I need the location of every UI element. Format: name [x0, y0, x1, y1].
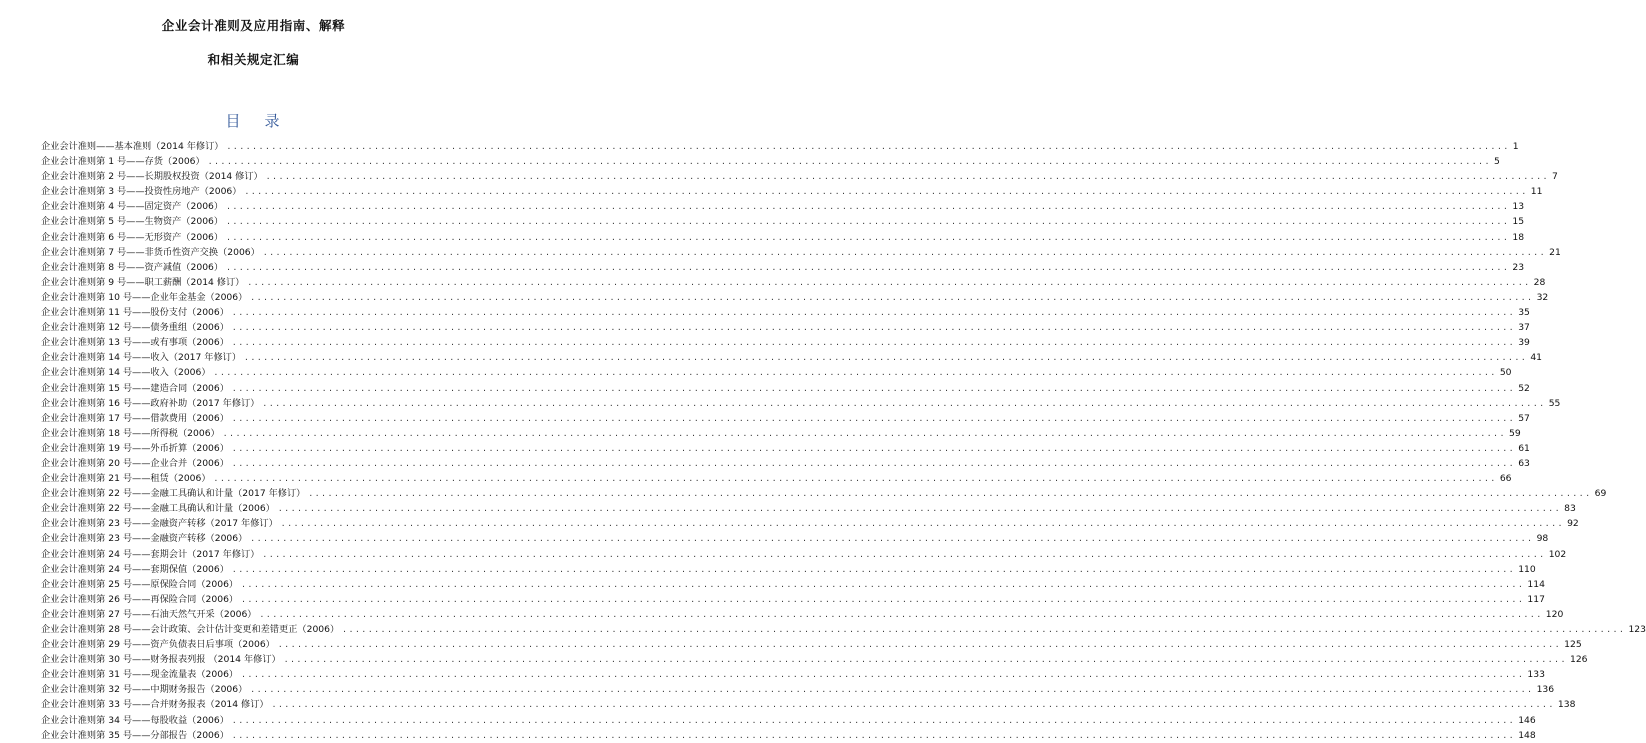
toc-entry-title: 企业会计准则第 19 号——外币折算（2006）	[41, 442, 229, 454]
toc-leader-dots: ........................................................................................................................................................................................................	[231, 730, 1516, 740]
toc-leader-dots: ........................................................................................................................................................................................................	[241, 579, 1525, 589]
toc-entry-page-number: 15	[1512, 216, 1525, 228]
toc-entry[interactable]	[41, 275, 1546, 290]
toc-entry[interactable]	[41, 456, 1530, 471]
toc-entry-page-number: 110	[1518, 563, 1536, 575]
toc-entry[interactable]	[41, 184, 1543, 199]
toc-entry-title: 企业会计准则第 31 号——现金流量表（2006）	[41, 669, 239, 681]
toc-entry-page-number: 57	[1518, 412, 1530, 424]
toc-leader-dots: ........................................................................................................................................................................................................	[342, 625, 1626, 634]
toc-entry-page-number: 61	[1518, 442, 1530, 454]
toc-entry[interactable]	[41, 652, 1588, 667]
toc-entry-title: 企业会计准则第 24 号——套期会计（2017 年修订）	[41, 548, 260, 560]
toc-entry[interactable]	[41, 592, 1545, 607]
toc-entry-page-number: 52	[1518, 382, 1530, 394]
toc-leader-dots: ........................................................................................................................................................................................................	[262, 247, 1547, 257]
toc-entry[interactable]	[41, 305, 1530, 320]
toc-entry-title: 企业会计准则第 24 号——套期保值（2006）	[41, 563, 229, 575]
toc-leader-dots: ........................................................................................................................................................................................................	[231, 443, 1516, 453]
toc-entry-page-number: 114	[1527, 578, 1545, 590]
toc-entry-title: 企业会计准则第 6 号——无形资产（2006）	[41, 231, 224, 243]
toc-leader-dots: ........................................................................................................................................................................................................	[262, 549, 1546, 559]
toc-leader-dots: ........................................................................................................................................................................................................	[213, 368, 1497, 378]
toc-entry-title: 企业会计准则第 4 号——固定资产（2006）	[41, 201, 224, 213]
toc-entry-page-number: 92	[1567, 518, 1579, 530]
toc-leader-dots: ........................................................................................................................................................................................................	[231, 715, 1516, 725]
toc-entry-page-number: 138	[1557, 699, 1576, 711]
toc-entry-page-number: 66	[1499, 473, 1512, 485]
toc-entry-page-number: 55	[1548, 397, 1561, 409]
toc-entry[interactable]	[41, 154, 1500, 169]
toc-entry-title: 企业会计准则第 34 号——每股收益（2006）	[41, 714, 229, 726]
toc-entry[interactable]	[41, 290, 1549, 305]
toc-entry-title: 企业会计准则第 28 号——会计政策、会计估计变更和差错更正（2006）	[41, 624, 340, 635]
toc-entry-title: 企业会计准则第 21 号——租赁（2006）	[41, 473, 211, 485]
toc-leader-dots: ........................................................................................................................................................................................................	[231, 338, 1516, 348]
toc-entry[interactable]	[41, 214, 1525, 229]
toc-entry[interactable]	[41, 260, 1525, 275]
toc-leader-dots: ........................................................................................................................................................................................................	[231, 413, 1516, 423]
toc-entry[interactable]	[41, 350, 1543, 365]
toc-entry-title: 企业会计准则第 20 号——企业合并（2006）	[41, 457, 229, 469]
toc-leader-dots: ........................................................................................................................................................................................................	[231, 383, 1516, 393]
toc-heading-right: 录	[264, 112, 282, 130]
toc-entry-title: 企业会计准则第 5 号——生物资产（2006）	[41, 216, 224, 228]
toc-leader-dots: ........................................................................................................................................................................................................	[231, 458, 1516, 468]
toc-leader-dots: ........................................................................................................................................................................................................	[241, 594, 1525, 604]
toc-leader-dots: ........................................................................................................................................................................................................	[271, 700, 1555, 710]
toc-leader-dots: ........................................................................................................................................................................................................	[247, 277, 1531, 287]
toc-leader-dots: ........................................................................................................................................................................................................	[250, 292, 1534, 302]
toc-entry-page-number: 102	[1548, 548, 1567, 560]
toc-entry-page-number: 83	[1564, 503, 1576, 515]
toc-entry[interactable]	[41, 516, 1579, 531]
toc-entry-title: 企业会计准则第 30 号——财务报表列报 （2014 年修订）	[41, 654, 281, 666]
toc-leader-dots: ........................................................................................................................................................................................................	[265, 172, 1550, 182]
toc-leader-dots: ........................................................................................................................................................................................................	[259, 609, 1543, 619]
toc-entry[interactable]	[41, 411, 1530, 426]
toc-entry-page-number: 13	[1512, 201, 1525, 213]
toc-entry-page-number: 50	[1499, 367, 1512, 379]
toc-entry-page-number: 21	[1549, 246, 1561, 258]
toc-entry[interactable]	[41, 396, 1561, 411]
toc-entry[interactable]	[41, 139, 1519, 154]
toc-entry-page-number: 63	[1518, 457, 1530, 469]
toc-entry[interactable]	[41, 562, 1536, 577]
toc-entry-page-number: 59	[1509, 427, 1521, 439]
toc-entry-title: 企业会计准则第 33 号——合并财务报表（2014 修订）	[41, 699, 269, 711]
toc-entry-title: 企业会计准则第 22 号——金融工具确认和计量（2006）	[41, 503, 275, 515]
toc-entry[interactable]	[41, 199, 1525, 214]
toc-entry[interactable]	[41, 169, 1558, 184]
toc-entry[interactable]	[41, 667, 1545, 682]
toc-entry-page-number: 11	[1530, 186, 1543, 198]
toc-entry-page-number: 37	[1518, 322, 1530, 334]
toc-entry[interactable]	[41, 381, 1530, 396]
toc-entry-title: 企业会计准则第 23 号——金融资产转移（2017 年修订）	[41, 518, 278, 530]
toc-entry-page-number: 146	[1518, 714, 1536, 726]
toc-leader-dots: ........................................................................................................................................................................................................	[244, 187, 1528, 197]
toc-entry-page-number: 117	[1527, 593, 1545, 605]
toc-leader-dots: ........................................................................................................................................................................................................	[222, 428, 1507, 438]
toc-heading	[0, 110, 507, 131]
toc-entry[interactable]	[41, 335, 1530, 350]
toc-leader-dots: ........................................................................................................................................................................................................	[231, 323, 1516, 333]
toc-entry-title: 企业会计准则第 7 号——非货币性资产交换（2006）	[41, 246, 260, 258]
toc-leader-dots: ........................................................................................................................................................................................................	[226, 262, 1510, 272]
toc-entry[interactable]	[41, 682, 1555, 697]
toc-entry[interactable]	[41, 441, 1530, 456]
toc-entry-title: 企业会计准则第 3 号——投资性房地产（2006）	[41, 186, 242, 198]
toc-entry-page-number: 133	[1527, 669, 1545, 681]
toc-leader-dots: ........................................................................................................................................................................................................	[226, 217, 1510, 227]
toc-leader-dots: ........................................................................................................................................................................................................	[226, 142, 1510, 151]
toc-leader-dots: ........................................................................................................................................................................................................	[262, 398, 1546, 408]
toc-entry-page-number: 41	[1530, 352, 1543, 364]
toc-list	[41, 139, 1646, 743]
toc-entry[interactable]	[41, 426, 1521, 441]
toc-entry-title: 企业会计准则——基本准则（2014 年修订）	[41, 141, 224, 152]
toc-entry[interactable]	[41, 531, 1549, 546]
toc-entry-title: 企业会计准则第 23 号——金融资产转移（2006）	[41, 533, 248, 545]
toc-leader-dots: ........................................................................................................................................................................................................	[250, 685, 1534, 695]
toc-leader-dots: ........................................................................................................................................................................................................	[213, 474, 1497, 484]
toc-entry-title: 企业会计准则第 1 号——存货（2006）	[41, 156, 205, 168]
toc-entry-page-number: 7	[1552, 171, 1558, 183]
toc-entry-title: 企业会计准则第 16 号——政府补助（2017 年修订）	[41, 397, 260, 409]
toc-entry[interactable]	[41, 728, 1536, 743]
toc-entry[interactable]	[41, 245, 1561, 260]
toc-entry[interactable]	[41, 577, 1545, 592]
toc-leader-dots: ........................................................................................................................................................................................................	[283, 655, 1567, 665]
document-title-line-1: 企业会计准则及应用指南、解释	[161, 18, 346, 33]
toc-entry-page-number: 125	[1564, 639, 1582, 651]
toc-leader-dots: ........................................................................................................................................................................................................	[226, 202, 1510, 212]
toc-leader-dots: ........................................................................................................................................................................................................	[241, 670, 1525, 680]
toc-leader-dots: ........................................................................................................................................................................................................	[280, 519, 1565, 529]
toc-entry-title: 企业会计准则第 14 号——收入（2006）	[41, 367, 211, 379]
toc-entry-page-number: 28	[1533, 276, 1546, 288]
toc-entry[interactable]	[41, 365, 1512, 380]
toc-entry-title: 企业会计准则第 27 号——石油天然气开采（2006）	[41, 608, 257, 620]
toc-entry-title: 企业会计准则第 29 号——资产负债表日后事项（2006）	[41, 639, 275, 651]
toc-entry-title: 企业会计准则第 14 号——收入（2017 年修订）	[41, 352, 242, 364]
toc-entry[interactable]	[41, 713, 1536, 728]
toc-entry[interactable]	[41, 471, 1512, 486]
toc-entry-page-number: 39	[1518, 337, 1530, 349]
toc-entry-page-number: 32	[1536, 291, 1549, 303]
toc-entry-title: 企业会计准则第 9 号——职工薪酬（2014 修订）	[41, 276, 245, 288]
toc-entry-title: 企业会计准则第 11 号——股份支付（2006）	[41, 307, 229, 319]
toc-entry[interactable]	[41, 697, 1576, 712]
toc-entry-title: 企业会计准则第 2 号——长期股权投资（2014 修订）	[41, 171, 263, 183]
toc-entry-page-number: 136	[1536, 684, 1555, 696]
toc-entry-title: 企业会计准则第 8 号——资产减值（2006）	[41, 261, 224, 273]
toc-entry-title: 企业会计准则第 22 号——金融工具确认和计量（2017 年修订）	[41, 488, 306, 500]
toc-entry-page-number: 120	[1545, 608, 1564, 620]
toc-leader-dots: ........................................................................................................................................................................................................	[226, 232, 1510, 242]
toc-leader-dots: ........................................................................................................................................................................................................	[231, 564, 1516, 574]
toc-entry[interactable]	[41, 547, 1567, 562]
toc-entry-page-number: 23	[1512, 261, 1525, 273]
toc-entry-page-number: 35	[1518, 307, 1530, 319]
toc-entry-title: 企业会计准则第 26 号——再保险合同（2006）	[41, 593, 239, 605]
toc-entry-page-number: 123	[1628, 624, 1646, 635]
toc-leader-dots: ........................................................................................................................................................................................................	[277, 640, 1562, 650]
document-title-line-2: 和相关规定汇编	[207, 52, 300, 67]
toc-entry[interactable]	[41, 607, 1564, 622]
toc-leader-dots: ........................................................................................................................................................................................................	[308, 489, 1592, 499]
toc-entry[interactable]	[41, 230, 1525, 245]
toc-leader-dots: ........................................................................................................................................................................................................	[231, 308, 1516, 318]
toc-entry-page-number: 18	[1512, 231, 1525, 243]
toc-entry-page-number: 5	[1493, 156, 1500, 168]
toc-entry[interactable]	[41, 501, 1576, 516]
toc-leader-dots: ........................................................................................................................................................................................................	[250, 534, 1534, 544]
toc-entry-title: 企业会计准则第 18 号——所得税（2006）	[41, 427, 220, 439]
toc-entry-title: 企业会计准则第 10 号——企业年金基金（2006）	[41, 291, 248, 303]
toc-entry[interactable]	[41, 320, 1530, 335]
toc-leader-dots: ........................................................................................................................................................................................................	[277, 504, 1562, 514]
toc-entry[interactable]	[41, 622, 1646, 637]
toc-entry-title: 企业会计准则第 15 号——建造合同（2006）	[41, 382, 229, 394]
toc-heading-left: 目	[225, 112, 243, 130]
toc-entry-title: 企业会计准则第 12 号——债务重组（2006）	[41, 322, 229, 334]
toc-leader-dots: ........................................................................................................................................................................................................	[244, 353, 1528, 363]
toc-entry-page-number: 126	[1569, 654, 1588, 666]
toc-entry-page-number: 1	[1512, 141, 1519, 152]
toc-entry-title: 企业会计准则第 17 号——借款费用（2006）	[41, 412, 229, 424]
toc-entry-title: 企业会计准则第 32 号——中期财务报告（2006）	[41, 684, 248, 696]
toc-entry[interactable]	[41, 637, 1582, 652]
toc-leader-dots: ........................................................................................................................................................................................................	[207, 157, 1491, 167]
toc-entry[interactable]	[41, 486, 1607, 501]
toc-entry-title: 企业会计准则第 25 号——原保险合同（2006）	[41, 578, 239, 590]
toc-entry-page-number: 69	[1594, 488, 1607, 500]
toc-entry-page-number: 148	[1518, 729, 1536, 741]
toc-entry-title: 企业会计准则第 35 号——分部报告（2006）	[41, 729, 229, 741]
toc-entry-page-number: 98	[1536, 533, 1549, 545]
toc-entry-title: 企业会计准则第 13 号——或有事项（2006）	[41, 337, 229, 349]
